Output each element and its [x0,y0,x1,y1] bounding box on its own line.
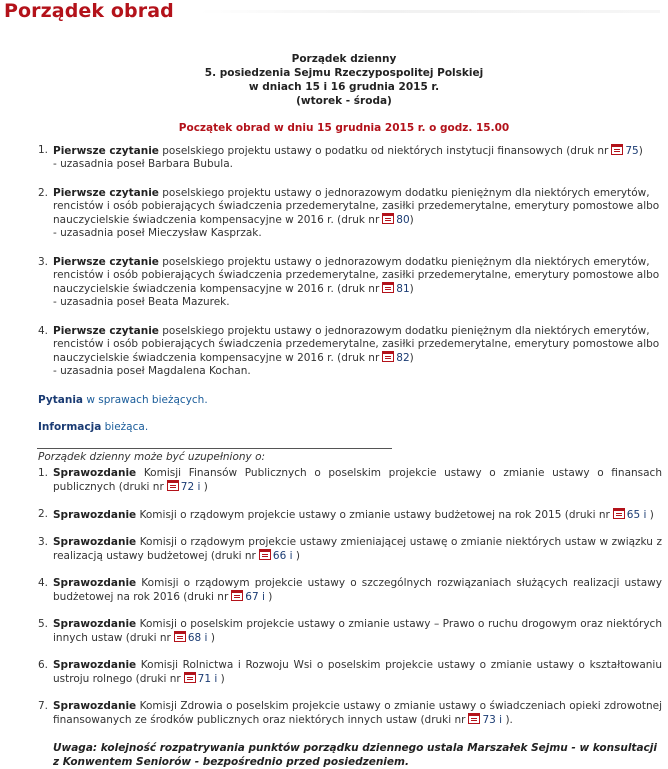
item-text: Komisji o poselskim projekcie ustawy o zmianie ustawy – Prawo o ruchu drogowym oraz niektórych innych ustaw (druki nr [53,618,662,644]
print-link[interactable]: 71 i [197,673,218,685]
document-icon[interactable] [382,213,394,224]
agenda-heading [20,52,668,108]
item-number: 3. [38,256,49,268]
item-type: Sprawozdanie [53,659,137,671]
document-icon[interactable] [382,282,394,293]
item-text-end: ) [210,632,215,644]
document-icon[interactable] [382,351,394,362]
print-link[interactable]: 81 [396,283,410,295]
item-text-end: ) [203,481,208,493]
supplement-item [0,467,668,494]
item-text-end: ) [220,673,225,685]
document-icon[interactable] [174,631,186,642]
item-text: Komisji o rządowym projekcie ustawy o szczególnych rozwiązaniach służących realizacji ustawy budżetowej na rok 2016 (druki nr [53,577,662,603]
information-label[interactable]: Informacja [38,421,102,433]
item-speaker: - uzasadnia poseł Beata Mazurek. [53,296,230,308]
item-text: Komisji Finansów Publicznych o poselskim projekcie ustawy o zmianie ustawy o finansach publicznych (druki nr [53,467,662,493]
item-number: 4. [38,577,49,589]
supplement-intro: Porządek dzienny może być uzupełniony o: [38,451,266,463]
item-type: Pierwsze czytanie [53,187,159,199]
item-type: Sprawozdanie [53,577,137,589]
item-text: Komisji o rządowym projekcie ustawy o zmianie ustawy budżetowej na rok 2015 (druki nr [136,509,610,521]
item-type: Sprawozdanie [53,467,137,479]
print-link[interactable]: 80 [396,214,410,226]
agenda-item [0,256,668,309]
questions-label[interactable]: Pytania [38,394,83,406]
item-text: Komisji Zdrowia o poselskim projekcie ustawy o zmianie ustawy o świadczeniach opieki zdrowotnej finansowanych ze środków publicznych oraz niektórych innych ustaw (druki nr [53,700,662,726]
item-type: Sprawozdanie [53,618,137,630]
item-text-end: ). [505,714,513,726]
item-text-end: ) [409,352,414,364]
item-speaker: - uzasadnia poseł Mieczysław Kasprzak. [53,227,262,239]
item-number: 1. [38,144,49,156]
print-link[interactable]: 72 i [180,481,201,493]
item-number: 5. [38,618,49,630]
item-text-end: ) [649,509,654,521]
item-type: Pierwsze czytanie [53,256,159,268]
divider [37,448,392,449]
item-type: Sprawozdanie [53,700,137,712]
supplement-item [0,536,668,563]
document-icon[interactable] [231,590,243,601]
session-start-line: Początek obrad w dniu 15 grudnia 2015 r. o godz. 15.00 [178,122,510,134]
item-text: Komisji o rządowym projekcie ustawy zmieniającej ustawę o zmianie niektórych ustaw w związku z realizacją ustawy budżetowej (druki nr [53,536,662,562]
item-type: Pierwsze czytanie [53,325,159,337]
supplement-item [0,508,668,522]
supplement-item [0,659,668,686]
item-speaker: - uzasadnia poseł Magdalena Kochan. [53,365,251,377]
item-text-end: ) [268,591,273,603]
print-link[interactable]: 75 [625,145,639,157]
print-link[interactable]: 67 i [245,591,265,603]
document-icon[interactable] [611,144,623,155]
item-number: 1. [38,467,49,479]
item-text: Komisji Rolnictwa i Rozwoju Wsi o poselskim projekcie ustawy o zmianie ustawy o kształtowaniu ustroju rolnego (druki nr [53,659,662,685]
agenda-item [0,325,668,378]
item-text-end: ) [409,214,414,226]
print-link[interactable]: 73 i [482,714,503,726]
item-text: poselskiego projektu ustawy o podatku od niektórych instytucji finansowych (druk nr [158,145,609,157]
print-link[interactable]: 82 [396,352,410,364]
agenda-list [0,144,668,378]
document-icon[interactable] [613,508,625,519]
page-title: Porządek obrad [4,0,174,22]
item-number: 6. [38,659,49,671]
item-number: 2. [38,187,49,199]
item-text: poselskiego projektu ustawy o jednorazowym dodatku pieniężnym dla niektórych emerytów, rencistów i osób pobierających świadczenia przedemerytalne, zasiłki przedemerytalne, emerytury pomostowe albo nauczycielskie świadczenia kompensacyjne w 2016 r. (druk nr [53,187,660,226]
item-text-end: ) [409,283,414,295]
item-text: poselskiego projektu ustawy o jednorazowym dodatku pieniężnym dla niektórych emerytów, rencistów i osób pobierających świadczenia przedemerytalne, zasiłki przedemerytalne, emerytury pomostowe albo nauczycielskie świadczenia kompensacyjne w 2016 r. (druk nr [53,256,660,295]
heading-line: (wtorek - środa) [296,95,392,107]
document-icon[interactable] [184,672,196,683]
supplement-item [0,700,668,727]
item-text: poselskiego projektu ustawy o jednorazowym dodatku pieniężnym dla niektórych emerytów, rencistów i osób pobierających świadczenia przedemerytalne, zasiłki przedemerytalne, emerytury pomostowe albo nauczycielskie świadczenia kompensacyjne w 2016 r. (druk nr [53,325,660,364]
item-number: 3. [38,536,49,548]
agenda-item [0,187,668,240]
questions-line[interactable] [38,394,668,407]
print-link[interactable]: 65 i [626,509,647,521]
information-line[interactable] [38,421,668,434]
heading-line: Porządek dzienny [291,53,397,65]
item-number: 2. [38,508,49,520]
item-number: 7. [38,700,49,712]
item-type: Sprawozdanie [53,509,137,521]
supplement-item [0,577,668,604]
item-text-end: ) [638,145,643,157]
information-text[interactable]: bieżąca. [101,421,149,433]
agenda-content [0,52,668,769]
questions-text[interactable]: w sprawach bieżących. [83,394,208,406]
item-speaker: - uzasadnia poseł Barbara Bubula. [53,158,233,170]
print-link[interactable]: 66 i [272,550,293,562]
note: Uwaga: kolejność rozpatrywania punktów porządku dziennego ustala Marszałek Sejmu - w konsultacji z Konwentem Seniorów - bezpośrednio przed posiedzeniem. [53,742,657,768]
document-icon[interactable] [167,480,179,491]
supplement-item [0,618,668,645]
item-type: Pierwsze czytanie [53,145,159,157]
document-icon[interactable] [259,549,271,560]
item-type: Sprawozdanie [53,536,137,548]
heading-line: 5. posiedzenia Sejmu Rzeczypospolitej Polskiej [204,67,484,79]
document-icon[interactable] [468,713,480,724]
item-text-end: ) [295,550,300,562]
header-decoration [200,10,660,13]
item-number: 4. [38,325,49,337]
heading-line: w dniach 15 i 16 grudnia 2015 r. [248,81,440,93]
print-link[interactable]: 68 i [187,632,208,644]
agenda-item [0,144,668,171]
supplement-list [0,467,668,727]
